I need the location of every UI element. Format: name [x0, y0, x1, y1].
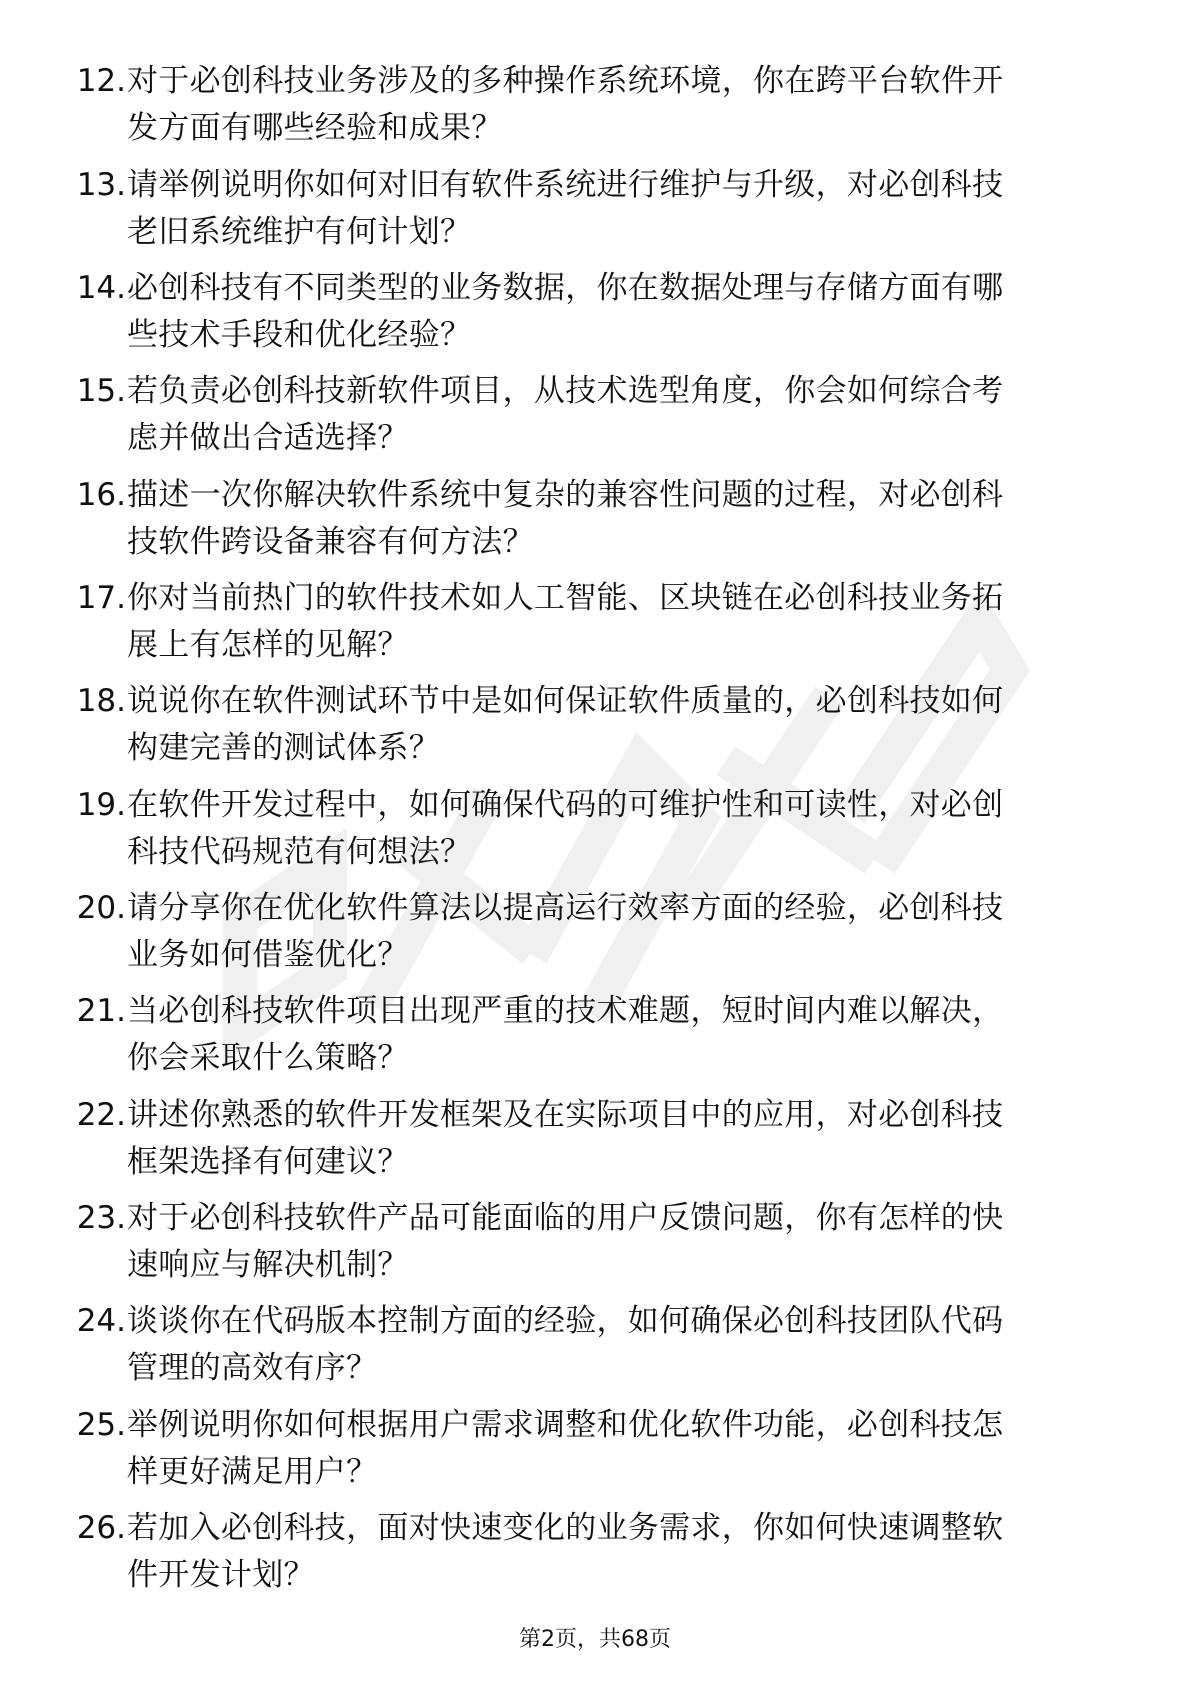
- question-text: [127, 1195, 1172, 1289]
- question-line: 框架选择有何建议？: [127, 1144, 409, 1180]
- question-line: 你会采取什么策略？: [127, 1040, 409, 1076]
- question-line: 举例说明你如何根据用户需求调整和优化软件功能，必创科技怎: [127, 1407, 1004, 1443]
- question-number: 18.: [76, 683, 126, 719]
- question-line: 构建完善的测试体系？: [127, 730, 440, 766]
- question-line: 管理的高效有序？: [127, 1350, 378, 1386]
- question-number: 23.: [76, 1200, 126, 1236]
- question-line: 当必创科技软件项目出现严重的技术难题，短时间内难以解决，: [127, 993, 1004, 1029]
- question-number: 26.: [76, 1510, 126, 1546]
- question-text: [127, 58, 1172, 152]
- question-text: [127, 1402, 1172, 1496]
- question-line: 展上有怎样的见解？: [127, 627, 409, 663]
- question-line: 科技代码规范有何想法？: [127, 834, 472, 870]
- question-number: 21.: [76, 993, 126, 1029]
- question-line: 请分享你在优化软件算法以提高运行效率方面的经验，必创科技: [127, 890, 1004, 926]
- question-line: 业务如何借鉴优化？: [127, 937, 409, 973]
- question-number: 25.: [76, 1407, 126, 1443]
- question-line: 些技术手段和优化经验？: [127, 317, 472, 353]
- question-text: [127, 678, 1172, 772]
- question-number: 13.: [76, 167, 126, 203]
- question-number: 16.: [76, 477, 126, 513]
- question-number: 14.: [76, 270, 126, 306]
- question-line: 样更好满足用户？: [127, 1454, 378, 1490]
- question-line: 必创科技有不同类型的业务数据，你在数据处理与存储方面有哪: [127, 270, 1004, 306]
- question-number: 19.: [76, 787, 126, 823]
- question-number: 15.: [76, 373, 126, 409]
- question-line: 描述一次你解决软件系统中复杂的兼容性问题的过程，对必创科: [127, 477, 1004, 513]
- question-line: 件开发计划？: [127, 1557, 315, 1593]
- question-line: 你对当前热门的软件技术如人工智能、区块链在必创科技业务拓: [127, 580, 1004, 616]
- question-line: 技软件跨设备兼容有何方法？: [127, 524, 534, 560]
- question-line: 在软件开发过程中，如何确保代码的可维护性和可读性，对必创: [127, 787, 1004, 823]
- question-text: [127, 1505, 1172, 1599]
- question-text: [127, 575, 1172, 669]
- question-line: 对于必创科技软件产品可能面临的用户反馈问题，你有怎样的快: [127, 1200, 1004, 1236]
- question-line: 说说你在软件测试环节中是如何保证软件质量的，必创科技如何: [127, 683, 1004, 719]
- question-line: 老旧系统维护有何计划？: [127, 214, 472, 250]
- question-number: 17.: [76, 580, 126, 616]
- question-text: [127, 782, 1172, 876]
- question-number: 12.: [76, 63, 126, 99]
- question-text: [127, 162, 1172, 256]
- question-line: 讲述你熟悉的软件开发框架及在实际项目中的应用，对必创科技: [127, 1097, 1004, 1133]
- question-line: 对于必创科技业务涉及的多种操作系统环境，你在跨平台软件开: [127, 63, 1004, 99]
- question-text: [127, 368, 1172, 462]
- question-line: 请举例说明你如何对旧有软件系统进行维护与升级，对必创科技: [127, 167, 1004, 203]
- question-line: 若加入必创科技，面对快速变化的业务需求，你如何快速调整软: [127, 1510, 1004, 1546]
- question-line: 谈谈你在代码版本控制方面的经验，如何确保必创科技团队代码: [127, 1303, 1004, 1339]
- page-footer: 第2页，共68页: [519, 1627, 671, 1652]
- question-text: [127, 988, 1172, 1082]
- question-text: [127, 472, 1172, 566]
- question-number: 20.: [76, 890, 126, 926]
- question-line: 若负责必创科技新软件项目，从技术选型角度，你会如何综合考: [127, 373, 1004, 409]
- question-text: [127, 1298, 1172, 1392]
- question-text: [127, 265, 1172, 359]
- question-line: 发方面有哪些经验和成果？: [127, 110, 503, 146]
- question-number: 24.: [76, 1303, 126, 1339]
- question-line: 速响应与解决机制？: [127, 1247, 409, 1283]
- question-text: [127, 1092, 1172, 1186]
- question-text: [127, 885, 1172, 979]
- question-line: 虑并做出合适选择？: [127, 420, 409, 456]
- question-number: 22.: [76, 1097, 126, 1133]
